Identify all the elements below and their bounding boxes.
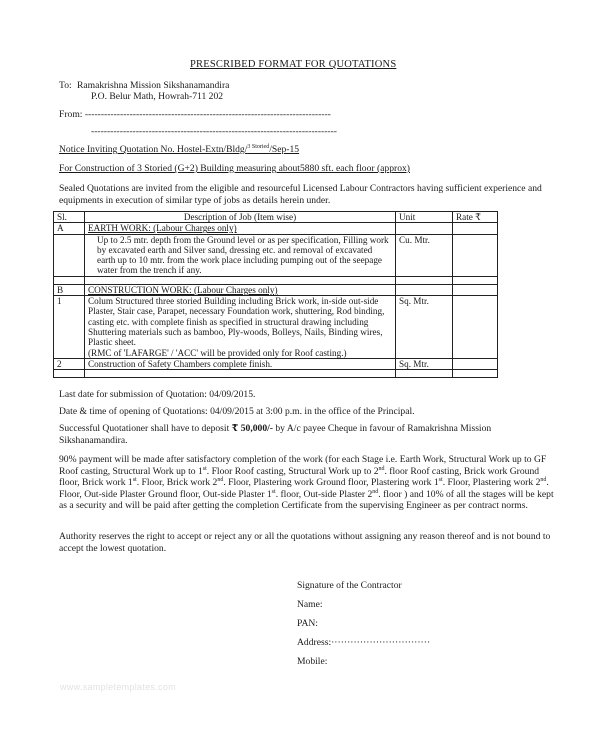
signature-title: Signature of the Contractor — [297, 580, 402, 591]
table-row — [54, 358, 498, 369]
table-row — [54, 276, 498, 284]
item-2-description: Construction of Safety Chambers complete finish. — [85, 358, 396, 369]
authority-paragraph: Authority reserves the right to accept or reject any or all the quotations without assigning any reason thereof and is not bound to accept the lowest quotation. — [59, 531, 551, 554]
earth-work-unit: Cu. Mtr. — [396, 234, 453, 276]
deposit-paragraph: Successful Quotationer shall have to deposit ₹ 50,000/- by A/c payee Cheque in favour of Ramakrishna Mission Sikshanamandira. — [59, 423, 492, 446]
from-label: From: — [59, 109, 85, 120]
item-1-description: Colum Structured three storied Building including Brick work, in-side out-side Plaster, Stair case, Parapet, necessary Foundation work, shuttering, Rod binding, casting etc. with complete finish as specified in structural drawing including Shuttering materials such as bamboo, Ply-woods, Bolleys, Nails, Binding wires, Plastic sheet. (RMC of 'LAFARGE' / 'ACC' will be provided only for Roof casting.) — [85, 296, 396, 359]
item-2-sl: 2 — [54, 358, 85, 369]
item-1-sl: 1 — [54, 296, 85, 359]
notice-number: Notice Inviting Quotation No. Hostel-Extn/Bldg/$^{3 Storied}$/Sep-15 — [59, 143, 300, 155]
payment-paragraph: 90% payment will be made after satisfactory completion of the work (for each Stage i.e. Earth Work, Structural Work up to GF Roof casting, Structural Work up to 1st. Floor Roof casting, Structural Work up to 2nd. floor Roof casting, Brick work Ground floor, Brick work 1st. Floor, Brick work 2nd. Floor, Plastering work Ground floor, Plastering work 1st. Floor, Plastering work 2nd. Floor, Out-side Plaster Ground floor, Out-side Plaster 1st. floor, Out-side Plaster 2nd. floor ) and 10% of all the stages will be kept as a security and will be paid after getting the completion Certificate from the supervising Engineer as per contract norms. — [59, 454, 554, 512]
intro-paragraph: Sealed Quotations are invited from the eligible and resourceful Licensed Labour Contractors having sufficient experience and equipments in execution of similar type of jobs as details herein under. — [59, 183, 542, 206]
table-row — [54, 370, 498, 378]
item-1-rate — [453, 296, 498, 359]
quotation-table — [53, 211, 498, 378]
item-1-note: (RMC of 'LAFARGE' / 'ACC' will be provided only for Roof casting.) — [88, 347, 347, 358]
construction-line: For Construction of 3 Storied (G+2) Building measuring about5880 sft. each floor (approx) — [59, 163, 410, 174]
header-description: Description of Job (Item wise) — [85, 212, 396, 223]
from-line — [59, 109, 331, 121]
deposit-amount: ₹ 50,000/- — [231, 423, 273, 434]
section-b-heading: CONSTRUCTION WORK: (Labour Charges only) — [85, 284, 396, 295]
item-1-unit: Sq. Mtr. — [396, 296, 453, 359]
from-dots-1: ----------------------------------------------------------------------------- — [84, 109, 331, 120]
table-header-row — [54, 212, 498, 223]
table-row — [54, 223, 498, 234]
section-a-heading: EARTH WORK: (Labour Charges only) — [85, 223, 396, 234]
recipient-name: Ramakrishna Mission Sikshanamandira — [77, 80, 230, 91]
name-field: Name: — [297, 599, 323, 610]
recipient-address: P.O. Belur Math, Howrah-711 202 — [91, 91, 224, 102]
item-2-unit: Sq. Mtr. — [396, 358, 453, 369]
to-label: To: — [59, 80, 72, 91]
table-row — [54, 284, 498, 295]
address-field: Address:······························· — [297, 637, 431, 648]
header-sl: Sl. — [54, 212, 85, 223]
section-b-sl: B — [54, 284, 85, 295]
pan-field: PAN: — [297, 618, 318, 629]
opening-date: Date & time of opening of Quotations: 04/09/2015 at 3:00 p.m. in the office of the Principal. — [59, 406, 415, 417]
page-title: PRESCRIBED FORMAT FOR QUOTATIONS — [190, 59, 397, 70]
table-row — [54, 234, 498, 276]
earth-work-description: Up to 2.5 mtr. depth from the Ground level or as per specification, Filling work by excavated earth and Silver sand, dressing etc. and removal of excavated earth up to 10 mtr. from the work place including pumping out of the seepage water from the trench if any. — [85, 234, 396, 276]
header-unit: Unit — [396, 212, 453, 223]
section-a-sl: A — [54, 223, 85, 234]
last-date: Last date for submission of Quotation: 04/09/2015. — [59, 389, 256, 400]
watermark: www.sampletemplates.com — [60, 682, 176, 692]
earth-work-rate — [453, 234, 498, 276]
header-rate: Rate ₹ — [453, 212, 498, 223]
table-row — [54, 296, 498, 359]
item-2-rate — [453, 358, 498, 369]
mobile-field: Mobile: — [297, 656, 328, 667]
from-dots-2: ----------------------------------------------------------------------------- — [91, 126, 337, 137]
